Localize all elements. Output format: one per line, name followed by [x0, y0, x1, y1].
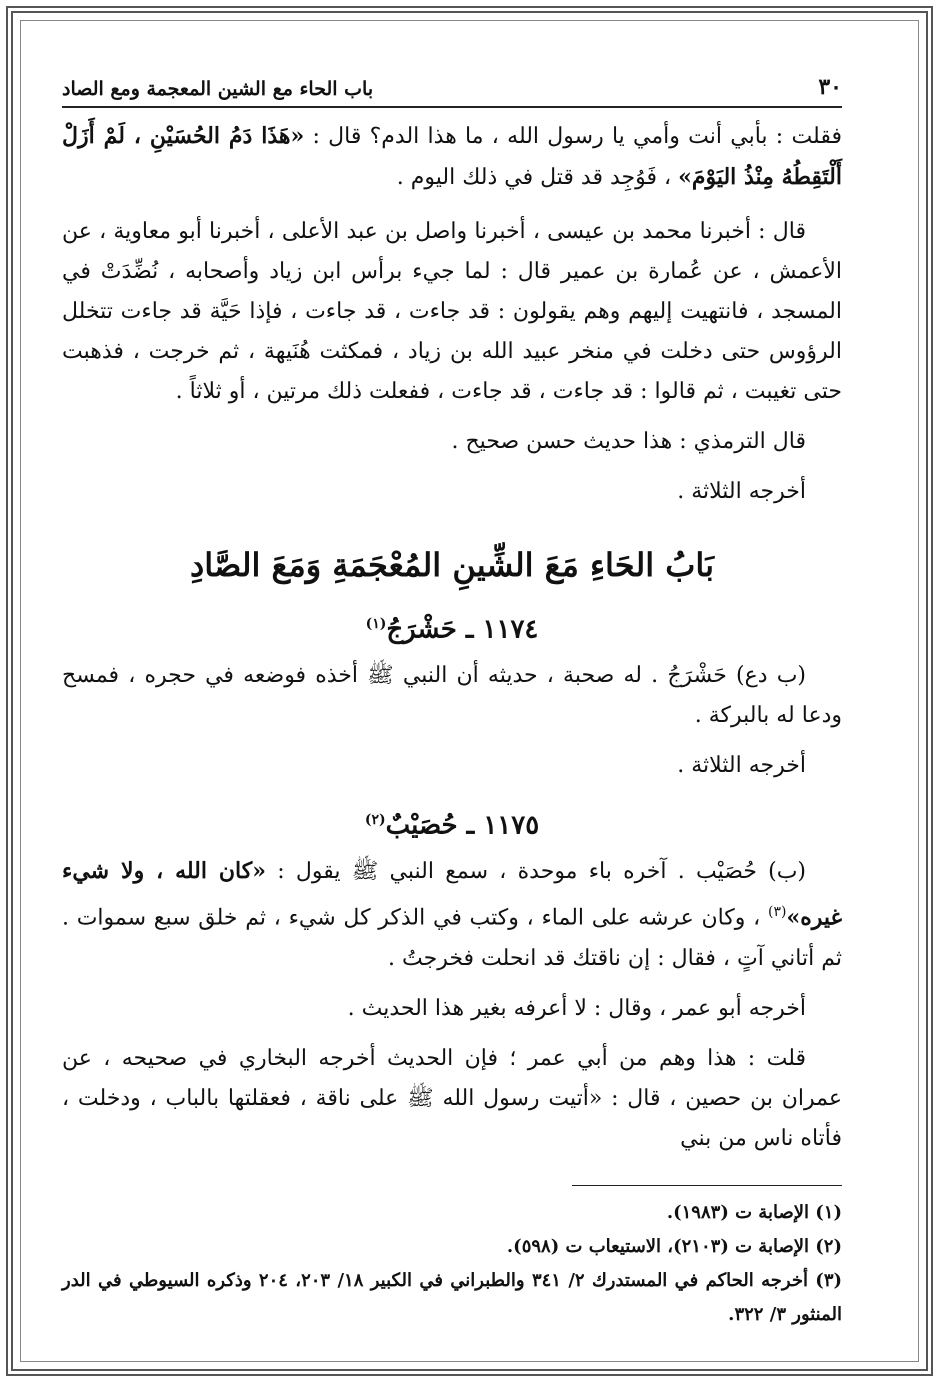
quote-text: «هَذَا دَمُ الحُسَيْنِ ، لَمْ أَزَلْ أَلْتَقِطُهُ مِنْذُ اليَوْمَ»: [62, 123, 842, 190]
footnote-ref: (١): [365, 616, 387, 632]
footnote: (٣) أخرجه الحاكم في المستدرك ٢/ ٣٤١ والطبراني في الكبير ١٨/ ٢٠٣، ٢٠٤ وذكره السيوطي في الدر المنثور ٣/ ٣٢٢.: [62, 1269, 843, 1325]
document-page: [62, 60, 843, 1325]
paragraph: [62, 851, 842, 978]
paragraph: قال : أخبرنا محمد بن عيسى ، أخبرنا واصل بن عبد الأعلى ، أخبرنا أبو معاوية ، عن الأعمش ، عن عُمارة بن عمير قال : لما جيء برأس ابن زياد وأصحابه ، نُضِّدَتْ في المسجد ، فانتهيت إليهم وهم يقولون : قد جاءت ، قد جاءت ، فإذا حَيَّة قد جاءت تتخلل الرؤوس حتى دخلت في منخر عبيد الله بن زياد ، فمكثت هُنَيهة ، ثم خرجت ، فذهبت حتى تغيبت ، ثم قالوا : قد جاءت ، قد جاءت ، ففعلت ذلك مرتين ، أو ثلاثاً .: [62, 219, 842, 404]
paragraph: أخرجه الثلاثة .: [677, 752, 806, 778]
paragraph: أخرجه أبو عمر ، وقال : لا أعرفه بغير هذا الحديث .: [347, 995, 806, 1021]
quote-text: «كان الله ، ولا شيء غيره»: [62, 858, 842, 931]
paragraph: [62, 116, 842, 198]
entry-title: [62, 604, 842, 650]
text-run: فقلت : بأبي أنت وأمي يا رسول الله ، ما هذا الدم؟ قال :: [304, 124, 842, 149]
footnote-ref: (٢): [364, 811, 386, 828]
footnote-divider: [572, 1185, 842, 1186]
section-heading: بَابُ الحَاءِ مَعَ الشِّينِ المُعْجَمَةِ وَمَعَ الصَّادِ: [190, 546, 714, 584]
entry-title-text: ١١٧٥ ـ حُصَيْبٌ: [385, 810, 540, 841]
paragraph: أخرجه الثلاثة .: [677, 479, 806, 504]
entry-title-text: ١١٧٤ ـ حَشْرَجُ: [386, 614, 539, 645]
entry-title: [62, 800, 842, 846]
footnote: (١) الإصابة ت (١٩٨٣).: [666, 1201, 842, 1223]
paragraph: قال الترمذي : هذا حديث حسن صحيح .: [451, 429, 806, 454]
footnote-ref: (٣): [767, 904, 787, 921]
page-number: ٣٠: [818, 74, 842, 100]
paragraph: (ب دع) حَشْرَجُ . له صحبة ، حديثه أن النبي ﷺ أخذه فوضعه في حجره ، فمسح ودعا له بالبركة .: [62, 662, 842, 728]
running-title: باب الحاء مع الشين المعجمة ومع الصاد: [62, 78, 374, 100]
footnote: (٢) الإصابة ت (٢١٠٣)، الاستيعاب ت (٥٩٨).: [506, 1235, 842, 1257]
text-run: (ب) حُصَيْب . آخره باء موحدة ، سمع النبي ﷺ يقول :: [265, 859, 806, 885]
text-run: ، فَوُجِد قد قتل في ذلك اليوم .: [396, 165, 679, 190]
running-header: [62, 60, 842, 108]
text-run: ، وكان عرشه على الماء ، وكتب في الذكر كل شيء ، ثم خلق سبع سموات . ثم أتاني آتٍ ، فقال : إن ناقتك قد انحلت فخرجتُ .: [62, 905, 842, 971]
paragraph: قلت : هذا وهم من أبي عمر ؛ فإن الحديث أخرجه البخاري في صحيحه ، عن عمران بن حصين ، قال : «أتيت رسول الله ﷺ على ناقة ، فعقلتها بالباب ، ودخلت ، فأتاه ناس من بني: [62, 1045, 842, 1151]
